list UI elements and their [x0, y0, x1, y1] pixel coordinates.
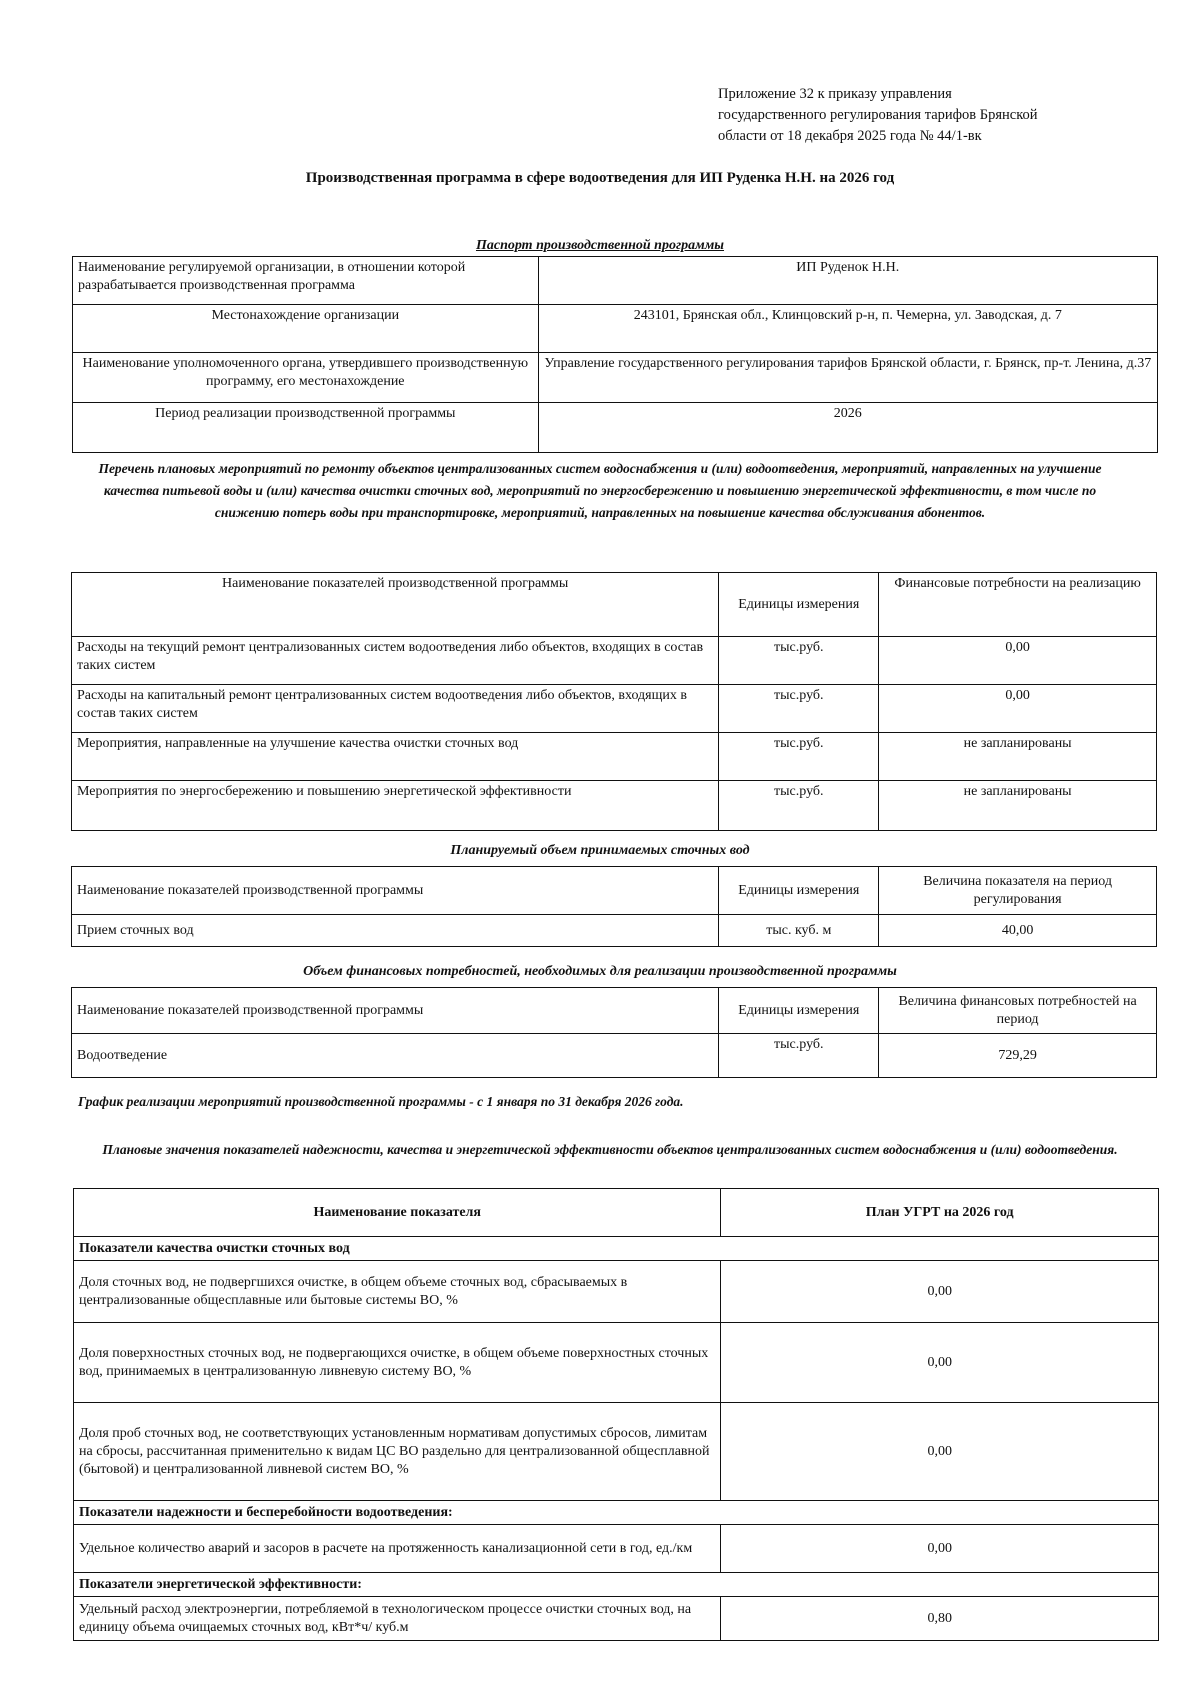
- measure-value: 0,00: [879, 685, 1157, 733]
- plan-title: Плановые значения показателей надежности, качества и энергетической эффективности объектов централизованных систем водоснабжения и (или) водоотведения.: [102, 1142, 1118, 1157]
- column-header: Наименование показателей производственной программы: [72, 988, 719, 1034]
- passport-value: Управление государственного регулирования тарифов Брянской области, г. Брянск, пр-т. Ленина, д.37: [538, 353, 1157, 403]
- passport-value: 2026: [538, 403, 1157, 453]
- column-header: Финансовые потребности на реализацию: [879, 573, 1157, 637]
- table-row: [74, 1403, 1159, 1501]
- column-header: Единицы измерения: [719, 573, 879, 637]
- appendix-note: [718, 84, 1158, 147]
- finance-title: Объем финансовых потребностей, необходимых для реализации производственной программы: [303, 964, 897, 979]
- measure-unit: тыс.руб.: [719, 733, 879, 781]
- passport-value: ИП Руденок Н.Н.: [538, 257, 1157, 305]
- measure-name: Расходы на капитальный ремонт централизованных систем водоотведения либо объектов, входящих в состав таких систем: [72, 685, 719, 733]
- appendix-line: Приложение 32 к приказу управления: [718, 86, 952, 102]
- indicator-name: Удельный расход электроэнергии, потребляемой в технологическом процессе очистки сточных вод, на единицу объема очищаемых сточных вод, кВт*ч/ куб.м: [74, 1597, 721, 1641]
- volume-title: Планируемый объем принимаемых сточных вод: [450, 843, 750, 858]
- measure-value: 0,00: [879, 637, 1157, 685]
- column-header: Единицы измерения: [719, 867, 879, 915]
- table-row: [73, 305, 1158, 353]
- column-header: Наименование показателей производственной программы: [72, 573, 719, 637]
- passport-title: Паспорт производственной программы: [475, 238, 725, 253]
- measure-name: Мероприятия по энергосбережению и повышению энергетической эффективности: [72, 781, 719, 831]
- indicator-value: 0,00: [721, 1525, 1159, 1573]
- passport-label: Местонахождение организации: [73, 305, 539, 353]
- passport-label: Наименование регулируемой организации, в отношении которой разрабатывается производственная программа: [73, 257, 539, 305]
- volume-name: Прием сточных вод: [72, 915, 719, 947]
- schedule-note: График реализации мероприятий производственной программы - с 1 января по 31 декабря 2026 года.: [78, 1094, 684, 1109]
- document-title: Производственная программа в сфере водоотведения для ИП Руденка Н.Н. на 2026 год: [305, 170, 895, 186]
- finance-unit: тыс.руб.: [719, 1034, 879, 1078]
- indicator-name: Доля проб сточных вод, не соответствующих установленным нормативам допустимых сбросов, лимитам на сбросы, рассчитанная применительно к видам ЦС ВО раздельно для централизованной общесплавной (бытовой) и централизованной ливневой систем ВО, %: [74, 1403, 721, 1501]
- finance-value: 729,29: [879, 1034, 1157, 1078]
- table-header-row: [72, 573, 1157, 637]
- column-header: Единицы измерения: [719, 988, 879, 1034]
- measure-name: Расходы на текущий ремонт централизованных систем водоотведения либо объектов, входящих в состав таких систем: [72, 637, 719, 685]
- table-row: [73, 257, 1158, 305]
- column-header: Величина показателя на период регулирования: [879, 867, 1157, 915]
- section-row: [74, 1237, 1159, 1261]
- table-row: [72, 1034, 1157, 1078]
- passport-label: Наименование уполномоченного органа, утвердившего производственную программу, его местонахождение: [73, 353, 539, 403]
- measure-name: Мероприятия, направленные на улучшение качества очистки сточных вод: [72, 733, 719, 781]
- column-header: Наименование показателя: [74, 1189, 721, 1237]
- column-header: План УГРТ на 2026 год: [721, 1189, 1159, 1237]
- indicator-name: Удельное количество аварий и засоров в расчете на протяженность канализационной сети в год, ед./км: [74, 1525, 721, 1573]
- table-row: [74, 1261, 1159, 1323]
- volume-unit: тыс. куб. м: [719, 915, 879, 947]
- measure-unit: тыс.руб.: [719, 781, 879, 831]
- appendix-line: государственного регулирования тарифов Брянской: [718, 107, 1038, 123]
- indicator-value: 0,80: [721, 1597, 1159, 1641]
- table-row: [72, 685, 1157, 733]
- indicator-value: 0,00: [721, 1261, 1159, 1323]
- table-row: [74, 1525, 1159, 1573]
- table-row: [73, 353, 1158, 403]
- section-label: Показатели качества очистки сточных вод: [74, 1237, 1159, 1261]
- section-label: Показатели надежности и бесперебойности водоотведения:: [74, 1501, 1159, 1525]
- section-row: [74, 1573, 1159, 1597]
- column-header: Величина финансовых потребностей на период: [879, 988, 1157, 1034]
- passport-table: [72, 256, 1158, 453]
- table-row: [72, 915, 1157, 947]
- passport-label: Период реализации производственной программы: [73, 403, 539, 453]
- table-row: [73, 403, 1158, 453]
- table-header-row: [72, 988, 1157, 1034]
- section-label: Показатели энергетической эффективности:: [74, 1573, 1159, 1597]
- measures-heading: Перечень плановых мероприятий по ремонту объектов централизованных систем водоснабжения и (или) водоотведения, мероприятий, направленных на улучшение качества питьевой воды и (или) качества очистки сточных вод, мероприятий по энергосбережению и повышению энергетической эффективности, в том числе по снижению потерь воды при транспортировке, мероприятий, направленных на повышение качества обслуживания абонентов.: [98, 461, 1102, 520]
- measure-value: не запланированы: [879, 733, 1157, 781]
- finance-name: Водоотведение: [72, 1034, 719, 1078]
- measure-unit: тыс.руб.: [719, 685, 879, 733]
- table-header-row: [72, 867, 1157, 915]
- passport-value: 243101, Брянская обл., Клинцовский р-н, п. Чемерна, ул. Заводская, д. 7: [538, 305, 1157, 353]
- measure-value: не запланированы: [879, 781, 1157, 831]
- table-row: [72, 637, 1157, 685]
- table-header-row: [74, 1189, 1159, 1237]
- indicator-value: 0,00: [721, 1323, 1159, 1403]
- volume-table: [71, 866, 1157, 947]
- measures-table: [71, 572, 1157, 831]
- table-row: [72, 733, 1157, 781]
- section-row: [74, 1501, 1159, 1525]
- finance-table: [71, 987, 1157, 1078]
- appendix-line: области от 18 декабря 2025 года № 44/1-вк: [718, 128, 982, 144]
- indicator-name: Доля поверхностных сточных вод, не подвергающихся очистке, в общем объеме поверхностных сточных вод, принимаемых в централизованную ливневую систему ВО, %: [74, 1323, 721, 1403]
- table-row: [72, 781, 1157, 831]
- volume-value: 40,00: [879, 915, 1157, 947]
- indicator-name: Доля сточных вод, не подвергшихся очистке, в общем объеме сточных вод, сбрасываемых в централизованные общесплавные или бытовые системы ВО, %: [74, 1261, 721, 1323]
- table-row: [74, 1597, 1159, 1641]
- table-row: [74, 1323, 1159, 1403]
- measure-unit: тыс.руб.: [719, 637, 879, 685]
- plan-table: [73, 1188, 1159, 1641]
- indicator-value: 0,00: [721, 1403, 1159, 1501]
- column-header: Наименование показателей производственной программы: [72, 867, 719, 915]
